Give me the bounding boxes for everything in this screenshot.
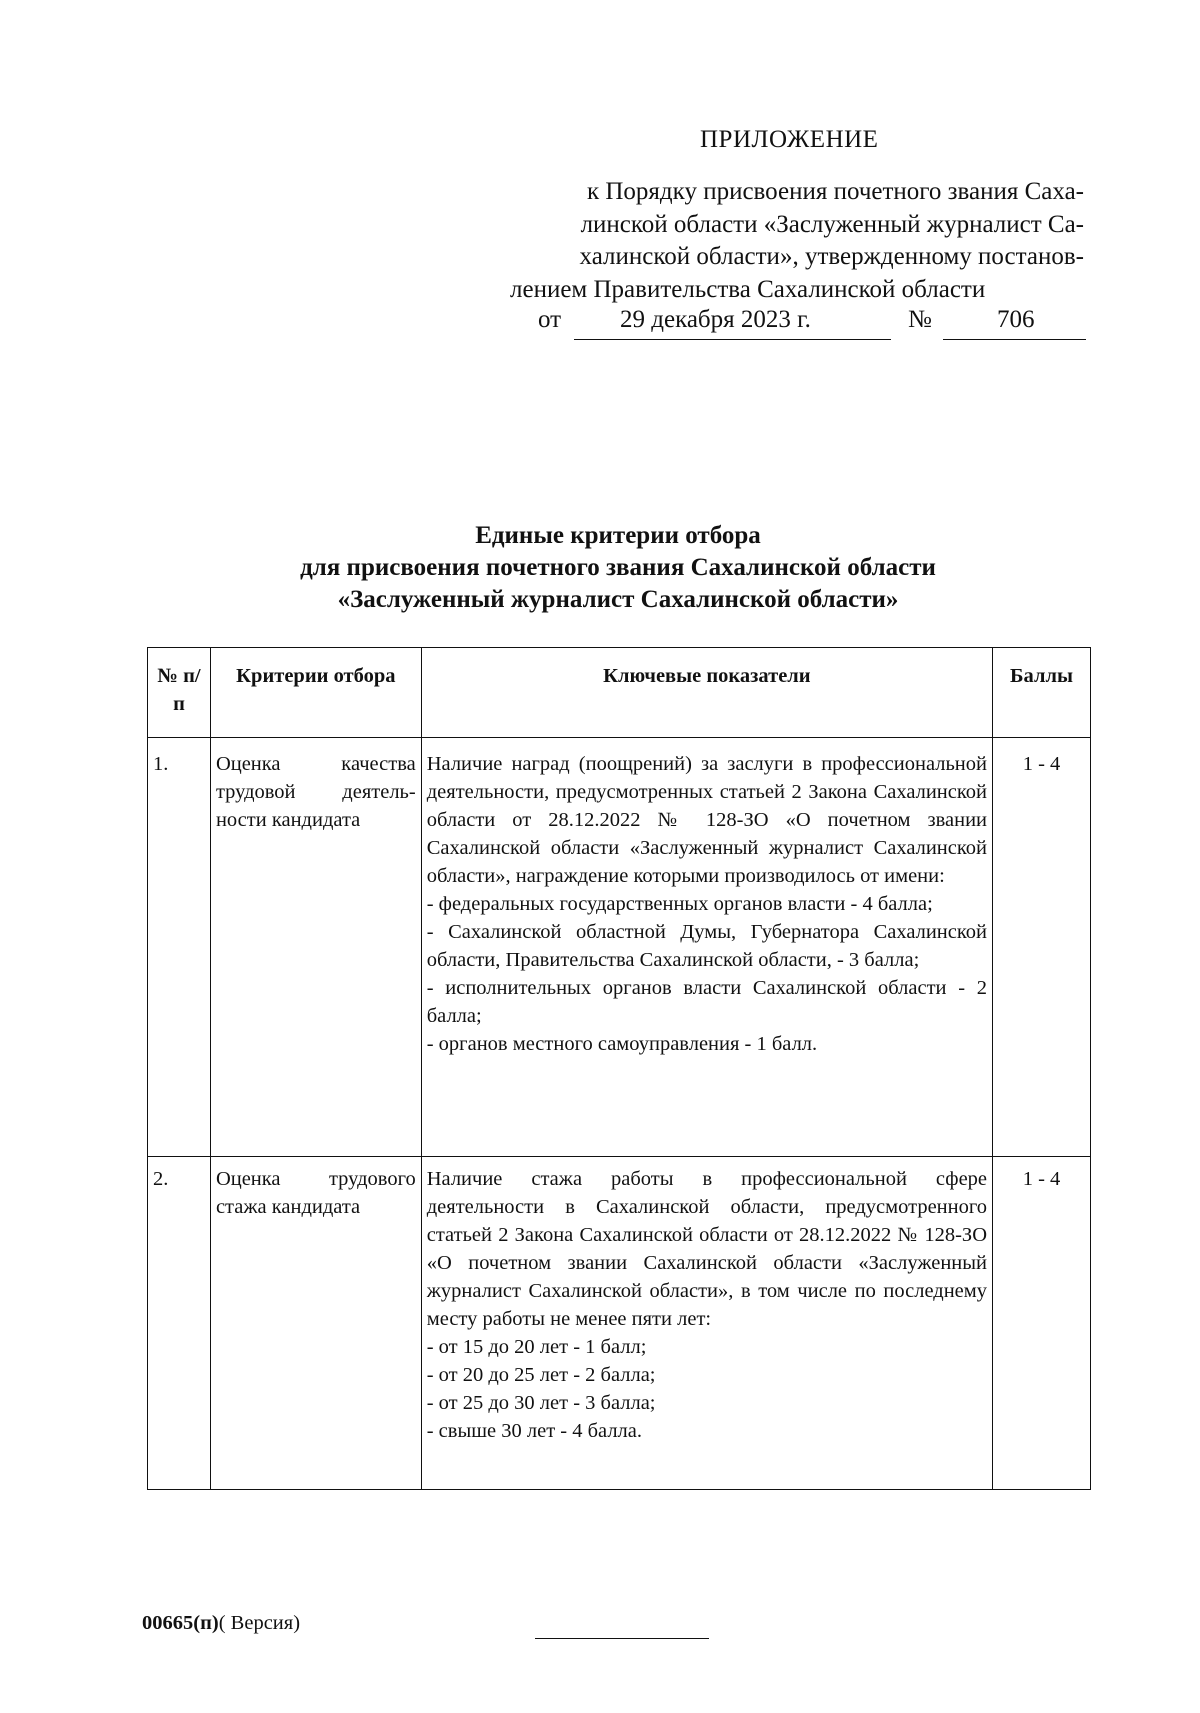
appendix-line: к Порядку присвоения почетного звания Саха-: [586, 178, 1084, 205]
document-code: [142, 1612, 300, 1635]
indicator-item: - свыше 30 лет - 4 балла.: [426, 1420, 643, 1442]
appendix-line: линской области «Заслуженный журналист Са-: [580, 210, 1084, 238]
heading-line: Единые критерии отбора: [475, 522, 761, 549]
appendix-text: [498, 176, 1084, 306]
resolution-date: 29 декабря 2023 г.: [620, 306, 811, 333]
indicator-intro: Наличие наград (поощрений) за заслуги в профессиональной деятельности, предусмотренных статьей 2 Закона Сахалинской области от 28.12.2022 № 128-ЗО «О почетном звании Сахалинской области «Заслуженный журналист Сахалинской области», награждение которыми производилось от имени:: [426, 753, 988, 887]
document-heading: [130, 520, 1106, 616]
table-row: [148, 1157, 1091, 1490]
appendix-line: лением Правительства Сахалинской области: [510, 275, 986, 303]
number-sign: №: [908, 306, 932, 333]
indicator-intro: Наличие стажа работы в профессиональной сфере деятельности в Сахалинской области, предусмотренного статьей 2 Закона Сахалинской области от 28.12.2022 № 128-ЗО «О почетном звании Сахалинской области «Заслуженный журналист Сахалинской области», в том числе по последнему месту работы не менее пяти лет:: [426, 1168, 988, 1330]
indicator-item: - органов местного самоуправления - 1 балл.: [426, 1033, 818, 1055]
appendix-line: халинской области», утвержденному постанов-: [579, 243, 1084, 270]
header-indicators: Ключевые показатели: [421, 648, 992, 738]
number-underline: [943, 339, 1086, 340]
row-points: 1 - 4: [993, 738, 1091, 1157]
row-num: 2.: [148, 1157, 211, 1490]
document-version: ( Версия): [218, 1612, 301, 1634]
header-points: Баллы: [993, 648, 1091, 738]
indicator-item: - Сахалинской областной Думы, Губернатора Сахалинской области, Правительства Сахалинской области, - 3 балла;: [426, 921, 988, 971]
document-code-number: 00665(п): [142, 1612, 219, 1634]
indicator-item: - исполнительных органов власти Сахалинской области - 2 балла;: [426, 977, 988, 1027]
appendix-title: ПРИЛОЖЕНИЕ: [700, 126, 879, 153]
criteria-table: [147, 647, 1091, 1490]
resolution-date-line: [538, 306, 1086, 340]
row-criterion: Оценка трудового стажа кандидата: [210, 1157, 421, 1490]
table-row: [148, 738, 1091, 1157]
row-indicators: [421, 738, 992, 1157]
heading-line: для присвоения почетного звания Сахалинской области: [300, 554, 936, 581]
row-points: 1 - 4: [993, 1157, 1091, 1490]
indicator-item: - от 15 до 20 лет - 1 балл;: [426, 1336, 647, 1358]
date-prefix: от: [538, 306, 562, 333]
header-criterion: Критерии отбора: [210, 648, 421, 738]
indicator-item: - федеральных государственных органов власти - 4 балла;: [426, 893, 933, 915]
indicator-item: - от 20 до 25 лет - 2 балла;: [426, 1364, 656, 1386]
header-num: № п/п: [148, 648, 211, 738]
closing-separator-line: [535, 1638, 709, 1639]
row-num: 1.: [148, 738, 211, 1157]
row-criterion: Оценка качества трудовой деятель-ности кандидата: [210, 738, 421, 1157]
row-indicators: [421, 1157, 992, 1490]
resolution-number: 706: [997, 306, 1035, 333]
indicator-item: - от 25 до 30 лет - 3 балла;: [426, 1392, 656, 1414]
heading-line: «Заслуженный журналист Сахалинской области»: [337, 586, 899, 613]
table-header-row: [148, 648, 1091, 738]
date-underline: [574, 339, 891, 340]
